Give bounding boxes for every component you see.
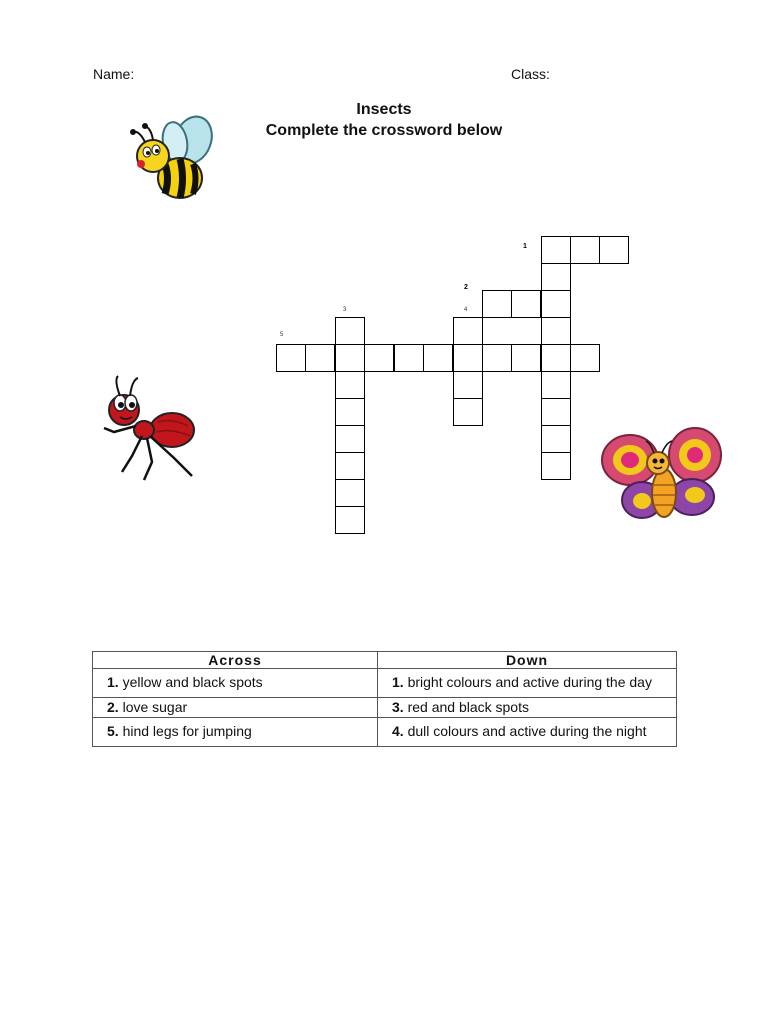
table-row bbox=[93, 698, 677, 718]
crossword-cell[interactable] bbox=[335, 425, 365, 453]
crossword-cell[interactable] bbox=[276, 344, 306, 372]
crossword-cell[interactable] bbox=[541, 236, 571, 264]
class-label: Class: bbox=[511, 66, 550, 82]
crossword-cell[interactable] bbox=[541, 263, 571, 291]
crossword-cell[interactable] bbox=[335, 344, 365, 372]
clue-number-3: 3 bbox=[343, 307, 347, 313]
crossword-cell[interactable] bbox=[482, 344, 512, 372]
clue-number-4: 4 bbox=[464, 307, 468, 313]
crossword-cell[interactable] bbox=[570, 236, 600, 264]
crossword-cell[interactable] bbox=[541, 344, 571, 372]
crossword-cell[interactable] bbox=[453, 398, 483, 426]
crossword-cell[interactable] bbox=[482, 290, 512, 318]
crossword-cell[interactable] bbox=[541, 452, 571, 480]
crossword-cell[interactable] bbox=[511, 290, 541, 318]
down-clue: 4. dull colours and active during the night bbox=[378, 718, 677, 747]
crossword-cell[interactable] bbox=[453, 371, 483, 399]
across-clue: 1. yellow and black spots bbox=[93, 669, 378, 698]
crossword-cell[interactable] bbox=[453, 344, 483, 372]
across-header: Across bbox=[93, 652, 378, 669]
across-clue: 5. hind legs for jumping bbox=[93, 718, 378, 747]
crossword-cell[interactable] bbox=[453, 317, 483, 345]
down-header: Down bbox=[378, 652, 677, 669]
crossword-cell[interactable] bbox=[335, 506, 365, 534]
crossword-cell[interactable] bbox=[335, 398, 365, 426]
crossword-cell[interactable] bbox=[335, 452, 365, 480]
page-title: Insects bbox=[356, 101, 412, 118]
crossword-cell[interactable] bbox=[541, 317, 571, 345]
crossword-cell[interactable] bbox=[335, 371, 365, 399]
name-label: Name: bbox=[93, 66, 135, 82]
table-row bbox=[93, 718, 677, 747]
clue-number-2: 2 bbox=[464, 284, 468, 291]
crossword-cell[interactable] bbox=[599, 236, 629, 264]
crossword-cell[interactable] bbox=[335, 317, 365, 345]
crossword-cell[interactable] bbox=[511, 344, 541, 372]
crossword-cell[interactable] bbox=[541, 425, 571, 453]
crossword-cell[interactable] bbox=[541, 371, 571, 399]
crossword-cell[interactable] bbox=[394, 344, 424, 372]
clue-number-5: 5 bbox=[280, 332, 284, 338]
crossword-cell[interactable] bbox=[570, 344, 600, 372]
crossword-cell[interactable] bbox=[541, 290, 571, 318]
crossword-cell[interactable] bbox=[335, 479, 365, 507]
across-clue: 2. love sugar bbox=[93, 698, 378, 718]
crossword-cell[interactable] bbox=[541, 398, 571, 426]
crossword-cell[interactable] bbox=[364, 344, 394, 372]
down-clue: 1. bright colours and active during the day bbox=[378, 669, 677, 698]
crossword-cell[interactable] bbox=[423, 344, 453, 372]
clue-number-1: 1 bbox=[523, 243, 527, 250]
table-row bbox=[93, 669, 677, 698]
page-subtitle: Complete the crossword below bbox=[265, 122, 503, 139]
down-clue: 3. red and black spots bbox=[378, 698, 677, 718]
clues-table bbox=[92, 651, 677, 747]
crossword-cell[interactable] bbox=[305, 344, 335, 372]
